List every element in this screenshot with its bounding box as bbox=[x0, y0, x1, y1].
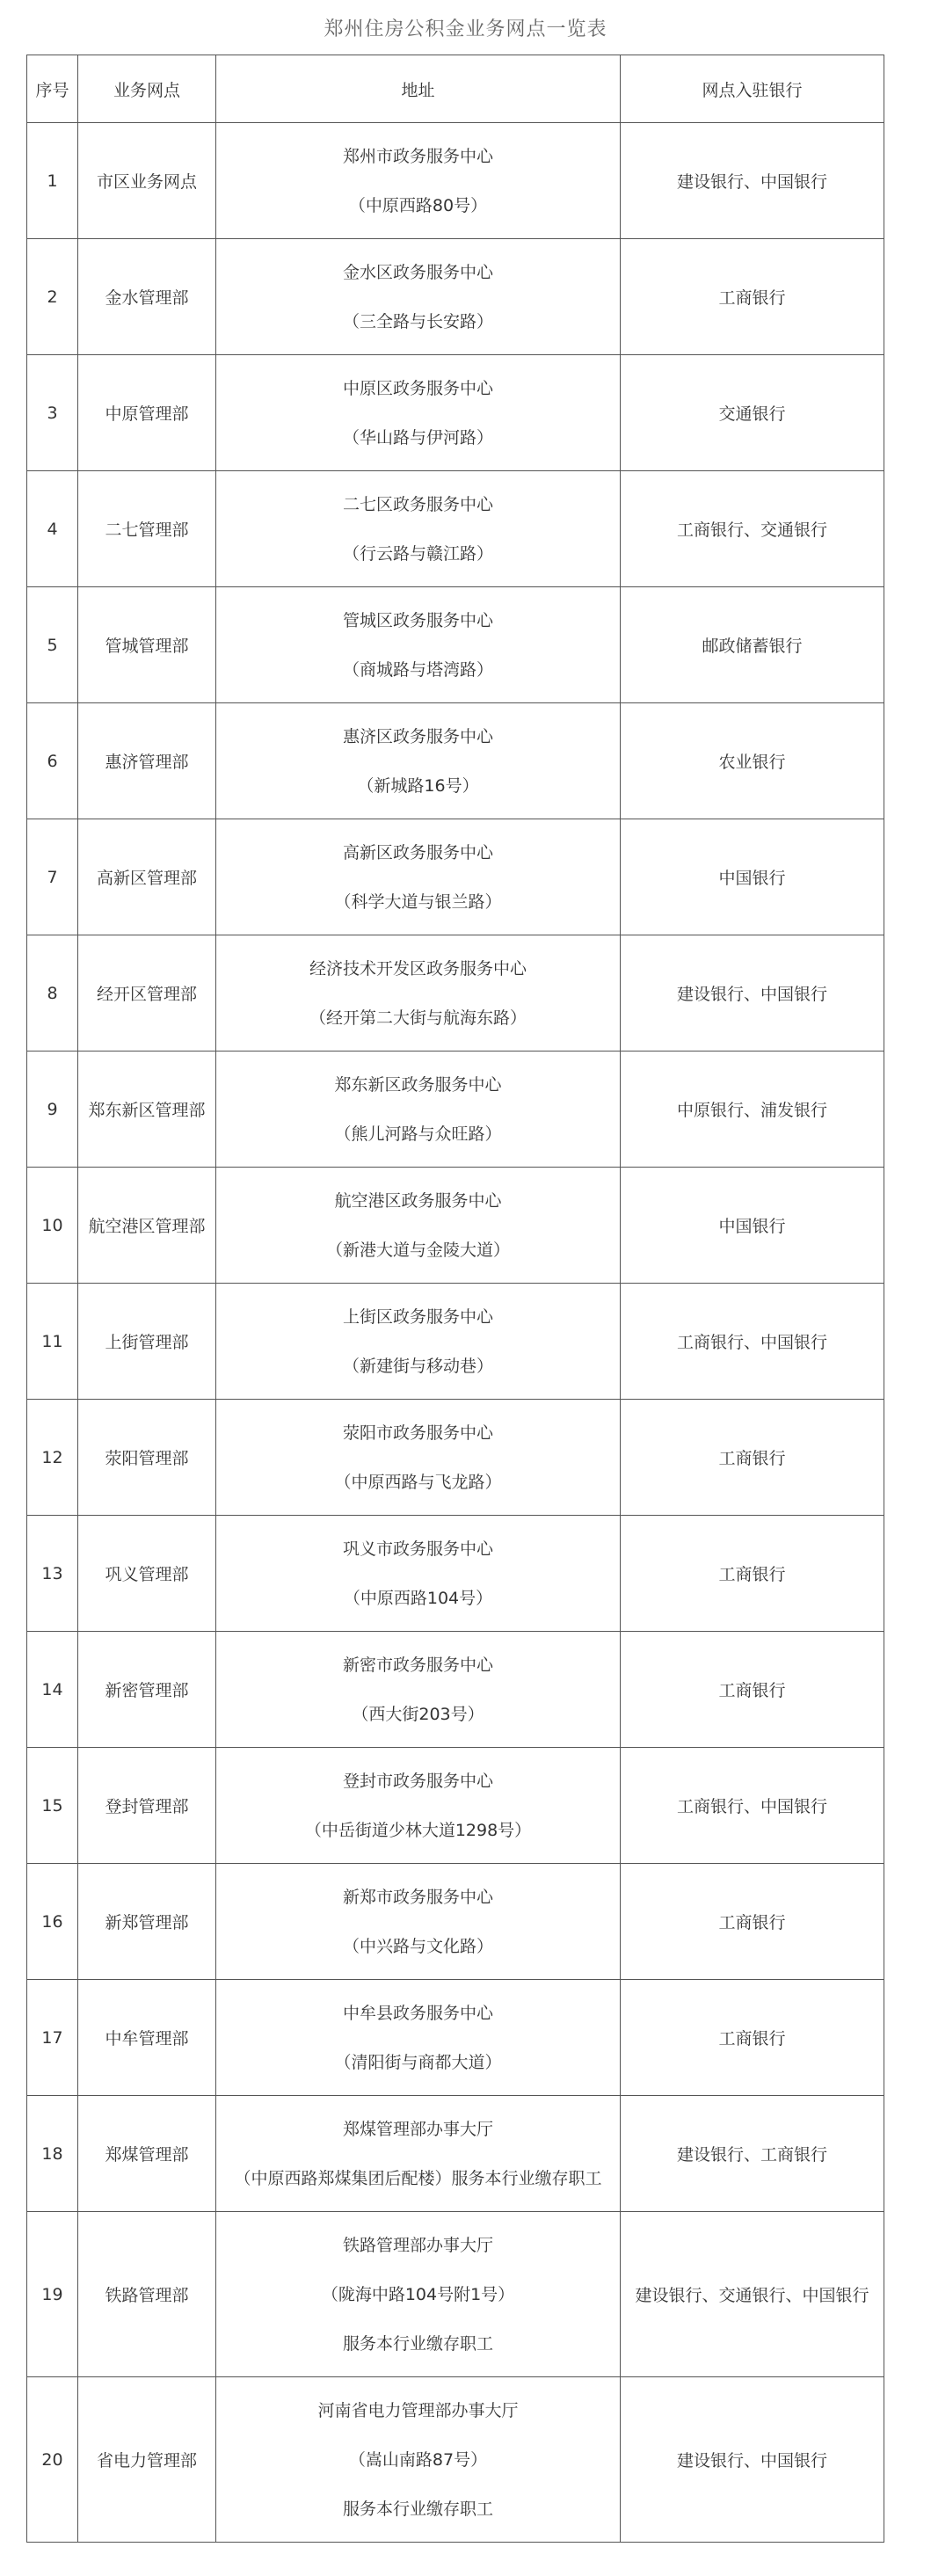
address-line: （清阳街与商都大道） bbox=[334, 2052, 502, 2072]
address-line: 服务本行业缴存职工 bbox=[342, 2333, 493, 2354]
table-row bbox=[27, 471, 884, 587]
row-number: 2 bbox=[27, 239, 78, 355]
table-body bbox=[27, 123, 884, 2543]
address-line: （西大街203号） bbox=[352, 1704, 484, 1724]
branch-address bbox=[216, 123, 621, 239]
row-number: 17 bbox=[27, 1980, 78, 2096]
table-row bbox=[27, 1168, 884, 1284]
branch-address bbox=[216, 1400, 621, 1516]
branch-name: 郑煤管理部 bbox=[78, 2096, 216, 2212]
table-row bbox=[27, 819, 884, 935]
branch-banks: 工商银行 bbox=[621, 1980, 884, 2096]
branch-name: 新郑管理部 bbox=[78, 1864, 216, 1980]
row-number: 1 bbox=[27, 123, 78, 239]
address-line: 惠济区政务服务中心 bbox=[342, 726, 493, 746]
address-line: 郑州市政务服务中心 bbox=[342, 146, 493, 166]
header-address: 地址 bbox=[216, 55, 621, 123]
table-row bbox=[27, 1516, 884, 1632]
branch-address bbox=[216, 2212, 621, 2377]
branch-banks: 农业银行 bbox=[621, 703, 884, 819]
address-line: （经开第二大街与航海东路） bbox=[309, 1008, 527, 1028]
address-line: （中原西路与飞龙路） bbox=[334, 1472, 502, 1492]
branch-banks: 工商银行 bbox=[621, 1516, 884, 1632]
address-line: 中原区政务服务中心 bbox=[342, 378, 493, 398]
branch-banks: 邮政储蓄银行 bbox=[621, 587, 884, 703]
address-line: （新港大道与金陵大道） bbox=[325, 1240, 510, 1260]
address-line: （中原西路郑煤集团后配楼）服务本行业缴存职工 bbox=[234, 2168, 602, 2188]
table-row bbox=[27, 239, 884, 355]
branch-banks: 工商银行、中国银行 bbox=[621, 1748, 884, 1864]
address-line: （新城路16号） bbox=[357, 775, 479, 796]
address-line: 管城区政务服务中心 bbox=[342, 610, 493, 630]
address-line: 经济技术开发区政务服务中心 bbox=[309, 958, 527, 979]
table-row bbox=[27, 123, 884, 239]
table-row bbox=[27, 587, 884, 703]
header-branch: 业务网点 bbox=[78, 55, 216, 123]
row-number: 15 bbox=[27, 1748, 78, 1864]
branch-name: 新密管理部 bbox=[78, 1632, 216, 1748]
address-line: 荥阳市政务服务中心 bbox=[342, 1423, 493, 1443]
address-line: （中岳街道少林大道1298号） bbox=[304, 1820, 532, 1840]
branch-address bbox=[216, 355, 621, 471]
branch-banks: 建设银行、工商银行 bbox=[621, 2096, 884, 2212]
branch-name: 高新区管理部 bbox=[78, 819, 216, 935]
table-row bbox=[27, 703, 884, 819]
table-row bbox=[27, 2212, 884, 2377]
table-row bbox=[27, 935, 884, 1052]
address-line: 铁路管理部办事大厅 bbox=[342, 2235, 493, 2255]
branch-banks: 建设银行、中国银行 bbox=[621, 935, 884, 1052]
branch-name: 经开区管理部 bbox=[78, 935, 216, 1052]
header-row bbox=[27, 55, 884, 123]
branch-banks: 建设银行、中国银行 bbox=[621, 123, 884, 239]
row-number: 10 bbox=[27, 1168, 78, 1284]
address-line: （熊儿河路与众旺路） bbox=[334, 1124, 502, 1144]
branch-address bbox=[216, 1748, 621, 1864]
branch-name: 登封管理部 bbox=[78, 1748, 216, 1864]
branch-name: 省电力管理部 bbox=[78, 2377, 216, 2543]
row-number: 12 bbox=[27, 1400, 78, 1516]
branch-address bbox=[216, 471, 621, 587]
branch-address bbox=[216, 1516, 621, 1632]
address-line: 郑东新区政务服务中心 bbox=[334, 1074, 502, 1095]
address-line: 郑煤管理部办事大厅 bbox=[342, 2119, 493, 2139]
table-row bbox=[27, 355, 884, 471]
address-line: 巩义市政务服务中心 bbox=[342, 1539, 493, 1559]
table-row bbox=[27, 2377, 884, 2543]
address-line: （中原西路104号） bbox=[343, 1588, 493, 1608]
branch-name: 巩义管理部 bbox=[78, 1516, 216, 1632]
row-number: 6 bbox=[27, 703, 78, 819]
branch-name: 中牟管理部 bbox=[78, 1980, 216, 2096]
branch-name: 上街管理部 bbox=[78, 1284, 216, 1400]
address-line: 登封市政务服务中心 bbox=[342, 1771, 493, 1791]
row-number: 5 bbox=[27, 587, 78, 703]
address-line: （华山路与伊河路） bbox=[342, 427, 493, 448]
address-line: 上街区政务服务中心 bbox=[342, 1306, 493, 1327]
table-row bbox=[27, 1052, 884, 1168]
table-row bbox=[27, 2096, 884, 2212]
address-line: 高新区政务服务中心 bbox=[342, 842, 493, 862]
branch-banks: 工商银行、中国银行 bbox=[621, 1284, 884, 1400]
table-row bbox=[27, 1980, 884, 2096]
address-line: （嵩山南路87号） bbox=[348, 2449, 488, 2470]
address-line: （科学大道与银兰路） bbox=[334, 891, 502, 912]
row-number: 4 bbox=[27, 471, 78, 587]
branch-banks: 工商银行 bbox=[621, 1864, 884, 1980]
address-line: 新密市政务服务中心 bbox=[342, 1655, 493, 1675]
branch-address bbox=[216, 1052, 621, 1168]
branch-banks: 建设银行、中国银行 bbox=[621, 2377, 884, 2543]
table-row bbox=[27, 1400, 884, 1516]
branch-address bbox=[216, 819, 621, 935]
branch-address bbox=[216, 1168, 621, 1284]
branch-banks: 工商银行、交通银行 bbox=[621, 471, 884, 587]
branch-name: 金水管理部 bbox=[78, 239, 216, 355]
branch-banks: 工商银行 bbox=[621, 239, 884, 355]
branch-banks: 中国银行 bbox=[621, 819, 884, 935]
address-line: 服务本行业缴存职工 bbox=[342, 2499, 493, 2519]
row-number: 9 bbox=[27, 1052, 78, 1168]
table-row bbox=[27, 1632, 884, 1748]
row-number: 13 bbox=[27, 1516, 78, 1632]
address-line: （三全路与长安路） bbox=[342, 311, 493, 331]
branch-name: 航空港区管理部 bbox=[78, 1168, 216, 1284]
row-number: 11 bbox=[27, 1284, 78, 1400]
branch-address bbox=[216, 587, 621, 703]
row-number: 20 bbox=[27, 2377, 78, 2543]
address-line: 中牟县政务服务中心 bbox=[342, 2003, 493, 2023]
branch-name: 中原管理部 bbox=[78, 355, 216, 471]
row-number: 16 bbox=[27, 1864, 78, 1980]
branch-name: 惠济管理部 bbox=[78, 703, 216, 819]
table-row bbox=[27, 1748, 884, 1864]
address-line: （新建街与移动巷） bbox=[342, 1356, 493, 1376]
branch-name: 二七管理部 bbox=[78, 471, 216, 587]
branch-banks: 建设银行、交通银行、中国银行 bbox=[621, 2212, 884, 2377]
address-line: 河南省电力管理部办事大厅 bbox=[317, 2400, 519, 2420]
branch-address bbox=[216, 239, 621, 355]
row-number: 8 bbox=[27, 935, 78, 1052]
address-line: 新郑市政务服务中心 bbox=[342, 1887, 493, 1907]
table-row bbox=[27, 1864, 884, 1980]
branch-table bbox=[26, 55, 884, 2543]
branch-banks: 中原银行、浦发银行 bbox=[621, 1052, 884, 1168]
row-number: 3 bbox=[27, 355, 78, 471]
address-line: 航空港区政务服务中心 bbox=[334, 1190, 502, 1211]
address-line: （中兴路与文化路） bbox=[342, 1936, 493, 1956]
row-number: 18 bbox=[27, 2096, 78, 2212]
table-header bbox=[27, 55, 884, 123]
address-line: （中原西路80号） bbox=[348, 195, 488, 215]
address-line: （陇海中路104号附1号） bbox=[321, 2284, 515, 2304]
branch-address bbox=[216, 1284, 621, 1400]
header-number: 序号 bbox=[27, 55, 78, 123]
branch-banks: 交通银行 bbox=[621, 355, 884, 471]
branch-name: 管城管理部 bbox=[78, 587, 216, 703]
branch-banks: 中国银行 bbox=[621, 1168, 884, 1284]
address-line: 金水区政务服务中心 bbox=[342, 262, 493, 282]
branch-address bbox=[216, 703, 621, 819]
branch-banks: 工商银行 bbox=[621, 1400, 884, 1516]
page-title: 郑州住房公积金业务网点一览表 bbox=[324, 18, 607, 40]
address-line: 二七区政务服务中心 bbox=[342, 494, 493, 514]
branch-address bbox=[216, 1864, 621, 1980]
branch-name: 市区业务网点 bbox=[78, 123, 216, 239]
row-number: 19 bbox=[27, 2212, 78, 2377]
row-number: 14 bbox=[27, 1632, 78, 1748]
branch-address bbox=[216, 935, 621, 1052]
branch-address bbox=[216, 2096, 621, 2212]
address-line: （行云路与赣江路） bbox=[342, 543, 493, 564]
table-row bbox=[27, 1284, 884, 1400]
address-line: （商城路与塔湾路） bbox=[342, 659, 493, 680]
branch-address bbox=[216, 1632, 621, 1748]
branch-address bbox=[216, 2377, 621, 2543]
branch-name: 荥阳管理部 bbox=[78, 1400, 216, 1516]
branch-address bbox=[216, 1980, 621, 2096]
row-number: 7 bbox=[27, 819, 78, 935]
branch-banks: 工商银行 bbox=[621, 1632, 884, 1748]
header-banks: 网点入驻银行 bbox=[621, 55, 884, 123]
branch-name: 郑东新区管理部 bbox=[78, 1052, 216, 1168]
branch-name: 铁路管理部 bbox=[78, 2212, 216, 2377]
